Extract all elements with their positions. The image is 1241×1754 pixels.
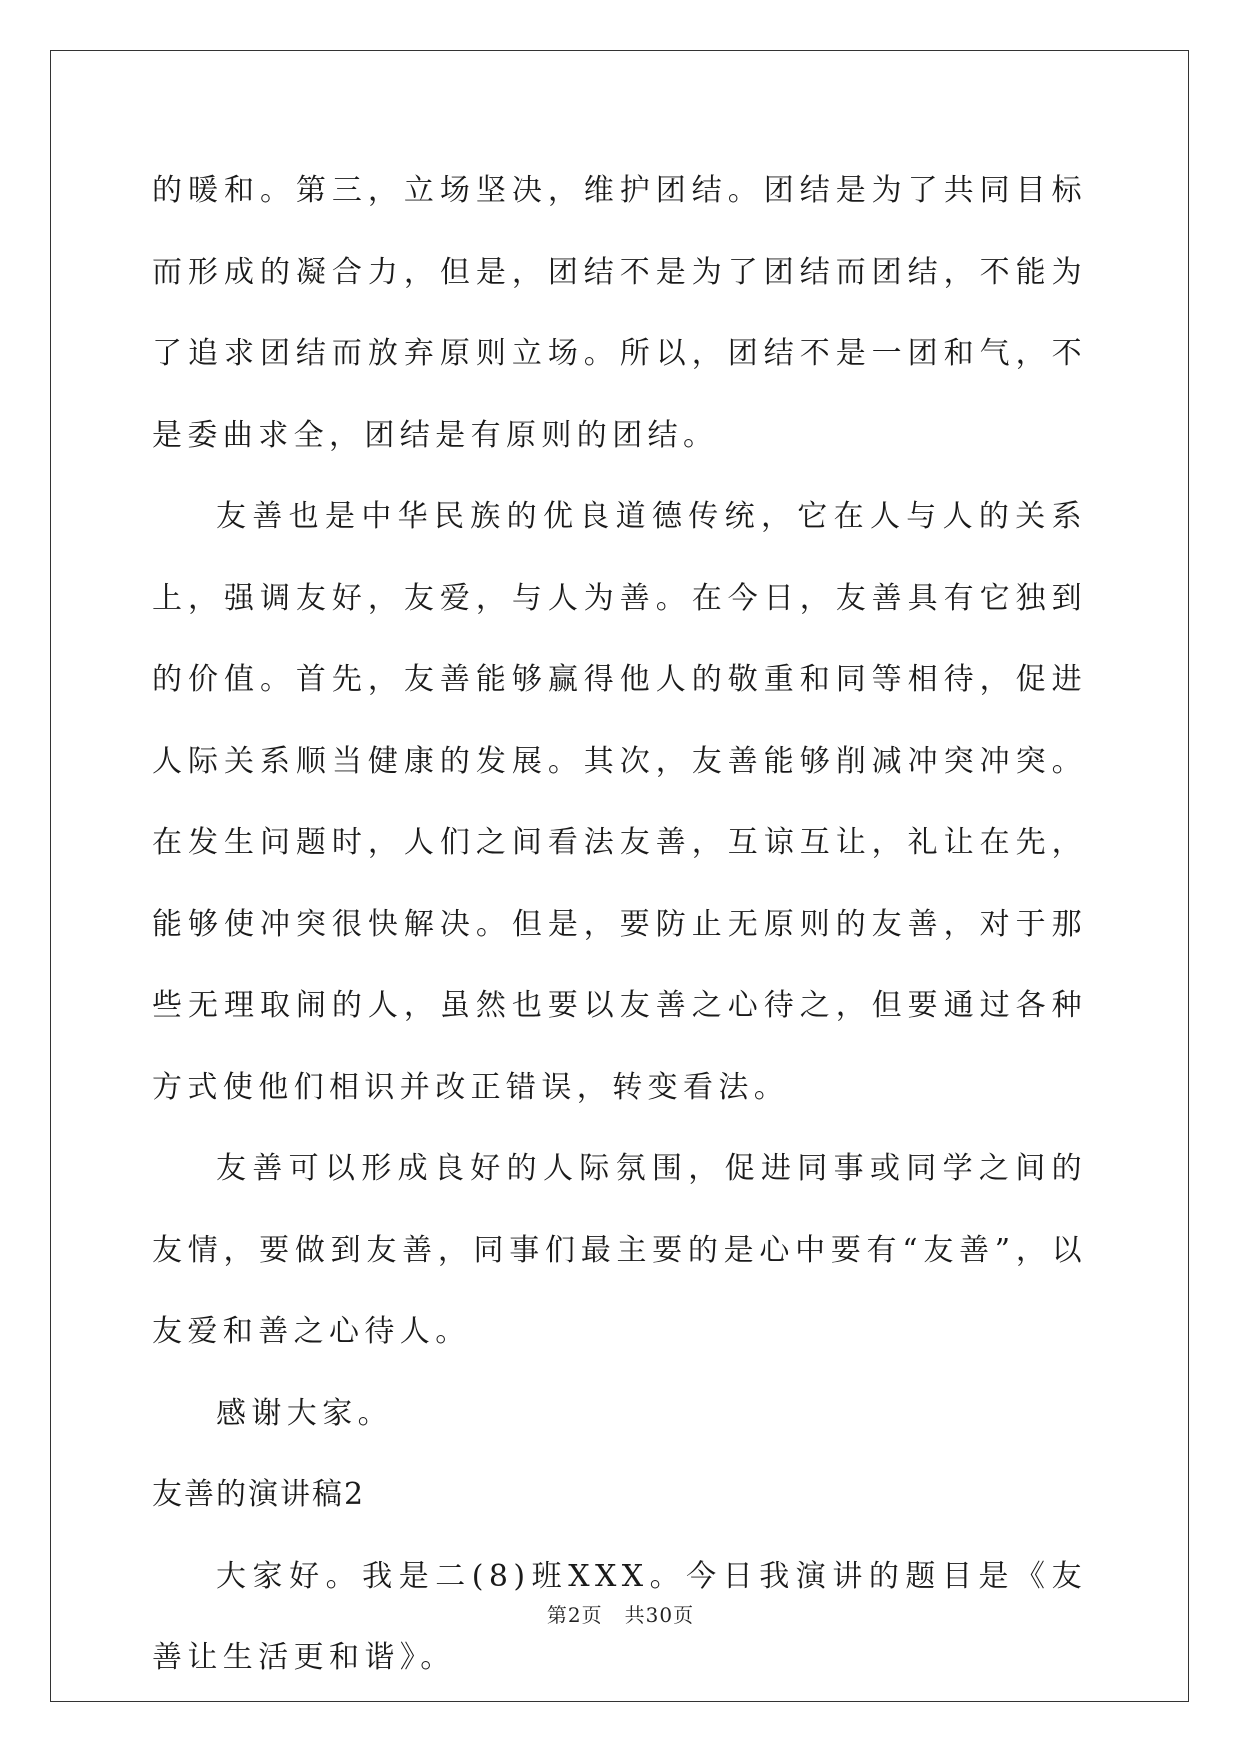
- page-total: 共30页: [624, 1603, 695, 1627]
- paragraph-unity: 的暖和。第三，立场坚决，维护团结。团结是为了共同目标而形成的凝合力，但是，团结不是为了团结而团结，不能为了追求团结而放弃原则立场。所以，团结不是一团和气，不是委曲求全，团结是有原则的团结。: [152, 173, 1087, 453]
- paragraph-thanks: 感谢大家。: [216, 1395, 393, 1431]
- section-title: 友善的演讲稿2: [152, 1477, 366, 1512]
- paragraph-intro: 大家好。我是二(8)班XXX。今日我演讲的题目是《友善让生活更和谐》。: [152, 1558, 1087, 1675]
- page-number: 第2页: [546, 1603, 603, 1627]
- paragraph-friendliness-atmosphere: 友善可以形成良好的人际氛围，促进同事或同学之间的友情，要做到友善，同事们最主要的是心中要有“友善”，以友爱和善之心待人。: [152, 1151, 1087, 1349]
- page-footer: [0, 1600, 1241, 1630]
- document-body: [152, 150, 1087, 1699]
- paragraph-friendliness-tradition: 友善也是中华民族的优良道德传统，它在人与人的关系上，强调友好，友爱，与人为善。在今日，友善具有它独到的价值。首先，友善能够赢得他人的敬重和同等相待，促进人际关系顺当健康的发展。其次，友善能够削减冲突冲突。在发生问题时，人们之间看法友善，互谅互让，礼让在先，能够使冲突很快解决。但是，要防止无原则的友善，对于那些无理取闹的人，虽然也要以友善之心待之，但要通过各种方式使他们相识并改正错误，转变看法。: [152, 499, 1087, 1105]
